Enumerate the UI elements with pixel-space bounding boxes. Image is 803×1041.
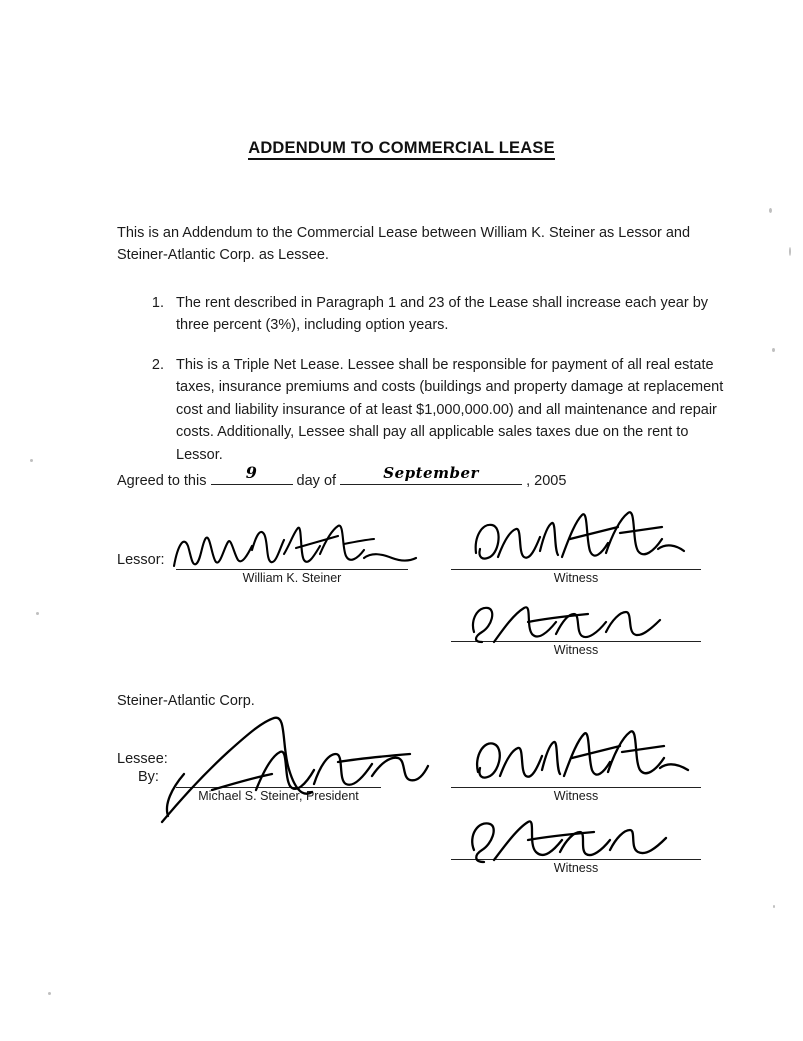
lessee-signature-rule (176, 787, 381, 788)
intro-paragraph: This is an Addendum to the Commercial Lease between William K. Steiner as Lessor and Steiner-Atlantic Corp. as Lessee. (117, 225, 691, 264)
page-title-text: ADDENDUM TO COMMERCIAL LEASE (248, 139, 555, 160)
witness-one-rule (451, 569, 701, 570)
lessor-name-caption: William K. Steiner (242, 571, 342, 585)
lessor-signature-rule (176, 569, 408, 570)
witness-two-rule (451, 641, 701, 642)
lessee-signature-mark (152, 712, 432, 832)
witness-one-caption: Witness (553, 571, 599, 585)
agreement-date-line (117, 463, 697, 489)
witness-one-signature-mark (470, 505, 695, 575)
witness-three-caption: Witness (553, 789, 599, 803)
lessee-by-label: By: (138, 769, 159, 785)
lessee-name-caption: Michael S. Steiner, President (198, 789, 359, 803)
clause-list (140, 292, 728, 483)
witness-four-rule (451, 859, 701, 860)
scan-speck (36, 612, 39, 615)
scan-speck (30, 459, 33, 462)
witness-three-rule (451, 787, 701, 788)
witness-three-signature-mark (470, 722, 700, 794)
agreed-prefix: Agreed to this (117, 473, 207, 489)
day-handwritten-value: 9 (245, 463, 258, 482)
scan-speck (773, 905, 775, 908)
clause-item: 2. This is a Triple Net Lease. Lessee shall be responsible for payment of all real estate taxes, insurance premiums and costs (buildings and property damage at replacement cost and liability insurance of at least $1,000,000.00) and all maintenance and repair costs. Additionally, Lessee shall pay all applicable sales taxes due on the rent to Lessor. (168, 354, 728, 466)
lessee-company-name: Steiner-Atlantic Corp. (117, 693, 255, 709)
scan-speck (772, 348, 775, 352)
month-handwritten-value: September (383, 464, 479, 482)
agreement-year: , 2005 (526, 473, 567, 489)
scan-speck (48, 992, 51, 995)
witness-four-caption: Witness (553, 861, 599, 875)
day-blank (211, 463, 293, 485)
page-title (0, 139, 803, 158)
month-blank (340, 464, 522, 485)
lessor-label: Lessor: (117, 552, 165, 568)
lessee-label: Lessee: (117, 751, 168, 767)
clause-item: 1. The rent described in Paragraph 1 and 23 of the Lease shall increase each year by three percent (3%), including option years. (168, 292, 728, 337)
agreed-middle: day of (296, 473, 337, 489)
witness-two-caption: Witness (553, 643, 599, 657)
scan-speck (769, 208, 772, 213)
scan-speck (789, 247, 791, 256)
